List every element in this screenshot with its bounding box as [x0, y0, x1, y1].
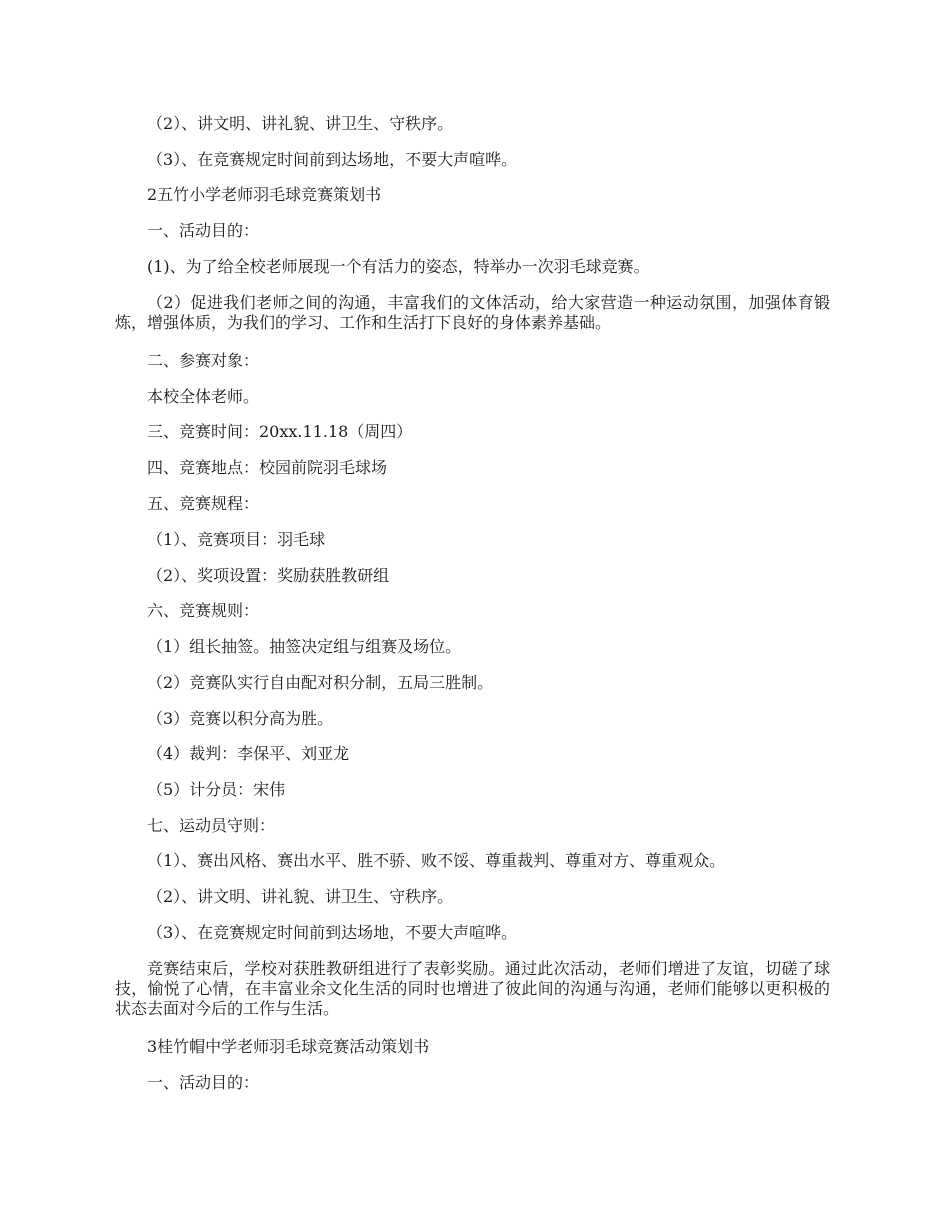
text-line: 五、竞赛规程：: [147, 494, 260, 513]
text-line: （3）竞赛以积分高为胜。: [147, 709, 334, 728]
text-line: （2）、奖项设置：奖励获胜教研组: [147, 566, 390, 585]
text-line: 三、竞赛时间：20xx.11.18（周四）: [147, 422, 413, 441]
section-heading: 3桂竹帽中学老师羽毛球竞赛活动策划书: [147, 1037, 430, 1056]
text-line: （5）计分员：宋伟: [147, 780, 286, 799]
text-line: 四、竞赛地点：校园前院羽毛球场: [147, 458, 388, 477]
text-line: （1）、赛出风格、赛出水平、胜不骄、败不馁、尊重裁判、尊重对方、尊重观众。: [147, 851, 726, 870]
text-line: （1）、竞赛项目：羽毛球: [147, 530, 326, 549]
text-line: 一、活动目的：: [147, 1073, 260, 1092]
text-line: （4）裁判：李保平、刘亚龙: [147, 744, 350, 763]
paragraph: 竞赛结束后，学校对获胜教研组进行了表彰奖励。通过此次活动，老师们增进了友谊，切磋了球技，愉悦了心情，在丰富业余文化生活的同时也增进了彼此间的沟通与沟通，老师们能够以更积极的状态去面对今后的工作与生活。: [115, 959, 830, 1018]
paragraph: （2）促进我们老师之间的沟通，丰富我们的文体活动，给大家营造一种运动氛围，加强体育锻炼，增强体质，为我们的学习、工作和生活打下良好的身体素养基础。: [115, 293, 830, 332]
text-line: 六、竞赛规则：: [147, 601, 260, 620]
text-line: (1)、为了给全校老师展现一个有活力的姿态，特举办一次羽毛球竞赛。: [147, 257, 650, 276]
text-line: 本校全体老师。: [147, 387, 260, 406]
text-line: 七、运动员守则：: [147, 816, 276, 835]
text-line: （1）组长抽签。抽签决定组与组赛及场位。: [147, 637, 462, 656]
text-line: （2）、讲文明、讲礼貌、讲卫生、守秩序。: [147, 887, 454, 906]
section-heading: 2五竹小学老师羽毛球竞赛策划书: [147, 185, 382, 204]
text-line: （2）、讲文明、讲礼貌、讲卫生、守秩序。: [147, 114, 454, 133]
text-line: 二、参赛对象：: [147, 351, 260, 370]
text-line: （3）、在竞赛规定时间前到达场地，不要大声喧哗。: [147, 923, 518, 942]
text-line: （2）竞赛队实行自由配对积分制，五局三胜制。: [147, 673, 494, 692]
text-line: （3）、在竞赛规定时间前到达场地，不要大声喧哗。: [147, 150, 518, 169]
text-line: 一、活动目的：: [147, 221, 260, 240]
